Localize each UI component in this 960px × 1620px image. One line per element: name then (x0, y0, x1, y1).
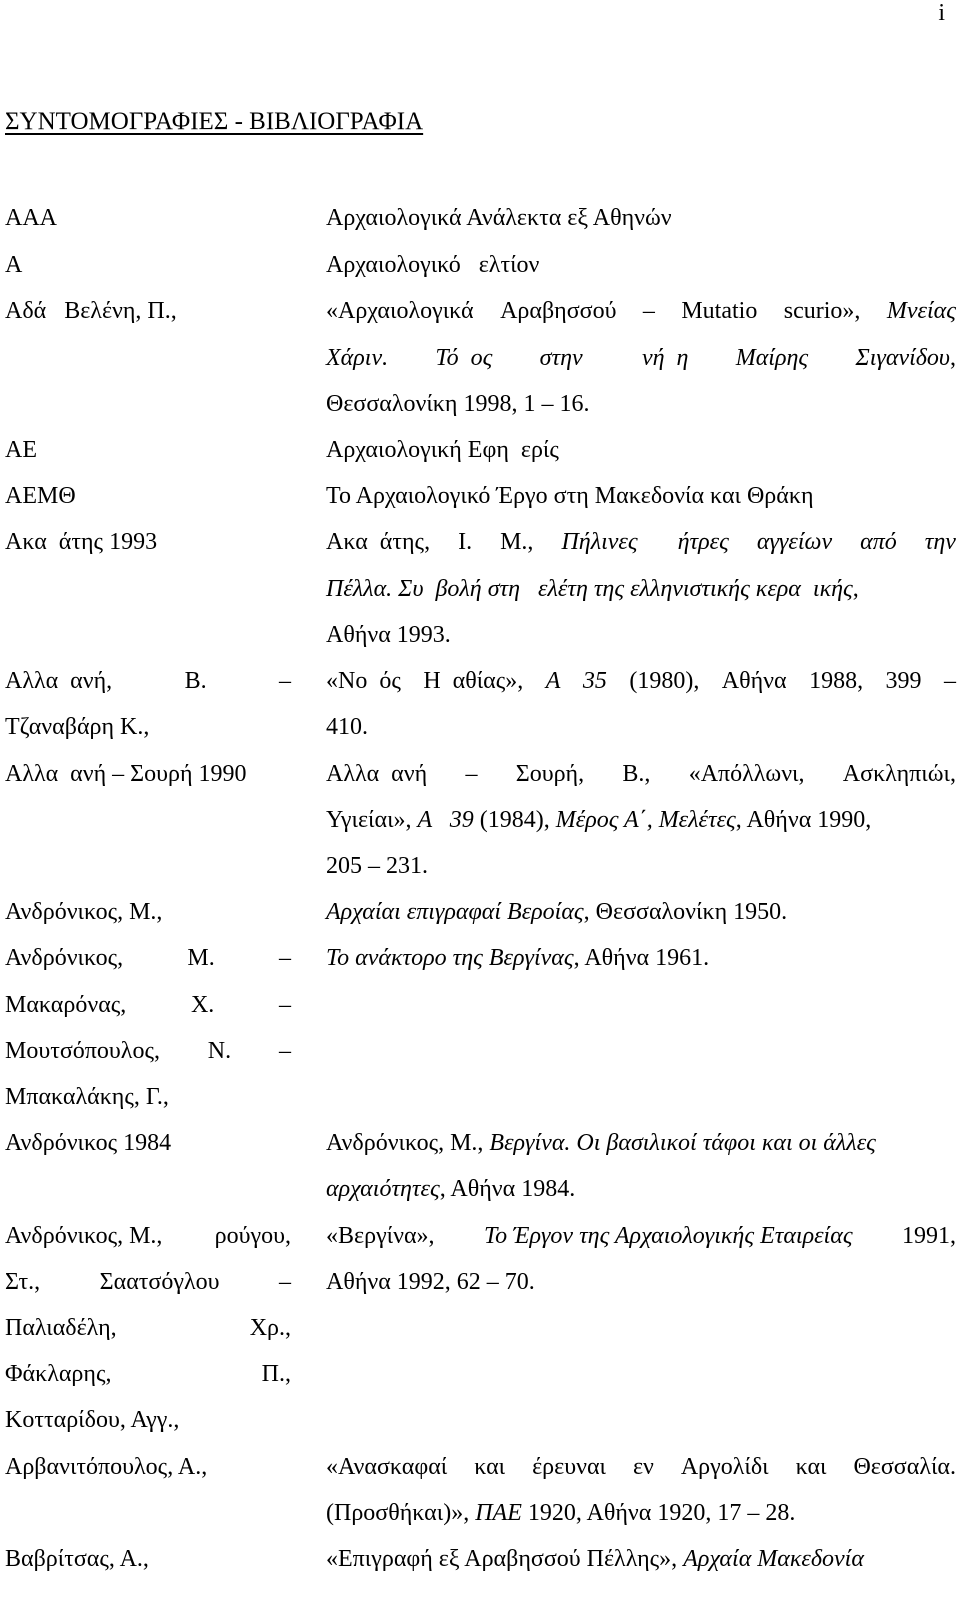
abbr-aaa: ΑΑΑ (5, 205, 57, 231)
abbr-vergina-1991-line3: Παλιαδέλη, Χρ., (5, 1315, 291, 1341)
abbr-aemth: ΑΕΜΘ (5, 483, 76, 509)
ref-ae: Αρχαιολογική Εφη ερίς (326, 437, 559, 463)
ref-vergina-1991-line2: Αθήνα 1992, 62 – 70. (326, 1269, 535, 1295)
abbr-arvanitopoulos: Αρβανιτόπουλος, Α., (5, 1454, 208, 1480)
abbr-andronikos-1961-line4: Μπακαλάκης, Γ., (5, 1084, 169, 1110)
abbr-allamani-souri: Αλλα ανή – Σουρή 1990 (5, 761, 247, 787)
abbr-vergina-1991-line5: Κοτταρίδου, Αγγ., (5, 1407, 180, 1433)
ref-akamatis-line2: Πέλλα. Συ βολή στη ελέτη της ελληνιστικής κερα ικής, (326, 576, 859, 602)
ref-adam-velene-line1: «Αρχαιολογικά Αραβησσού – Mutatio scurio», Μνείας (326, 298, 956, 324)
ref-andronikos-1984-line2: αρχαιότητες, Αθήνα 1984. (326, 1176, 576, 1202)
abbr-allamani-tzanavari-line2: Τζαναβάρη Κ., (5, 714, 150, 740)
ref-arvanitopoulos-line2: (Προσθήκαι)», ΠΑΕ 1920, Αθήνα 1920, 17 – 28. (326, 1500, 796, 1526)
ref-allamani-souri-line3: 205 – 231. (326, 853, 428, 879)
ref-allamani-tzanavari-line1: «Νο ός Η αθίας», Α 35 (1980), Αθήνα 1988, 399 – (326, 668, 956, 694)
abbr-andronikos-1961-line2: Μακαρόνας, Χ. – (5, 992, 291, 1018)
abbr-ae: ΑΕ (5, 437, 37, 463)
ref-allamani-souri-line1: Αλλα ανή – Σουρή, Β., «Απόλλωνι, Ασκληπιώι, (326, 761, 956, 787)
abbr-vergina-1991-line4: Φάκλαρης, Π., (5, 1361, 291, 1387)
ref-akamatis-line1: Ακα άτης, Ι. Μ., Πήλινες ήτρες αγγείων από την (326, 529, 956, 555)
abbr-vergina-1991-line2: Στ., Σαατσόγλου – (5, 1269, 291, 1295)
ref-aemth: Το Αρχαιολογικό Έργο στη Μακεδονία και Θράκη (326, 483, 814, 509)
abbr-ad: Α (5, 252, 23, 278)
ref-andronikos-1984-line1: Ανδρόνικος, Μ., Βεργίνα. Οι βασιλικοί τάφοι και οι άλλες (326, 1130, 876, 1156)
ref-ad: Αρχαιολογικό ελτίον (326, 252, 540, 278)
ref-vergina-1991-line1: «Βεργίνα», Το Έργον της Αρχαιολογικής Εταιρείας 1991, (326, 1223, 956, 1249)
ref-akamatis-line3: Αθήνα 1993. (326, 622, 451, 648)
ref-andronikos-1961: Το ανάκτορο της Βεργίνας, Αθήνα 1961. (326, 945, 710, 971)
abbr-andronikos-1984: Ανδρόνικος 1984 (5, 1130, 172, 1156)
page-number: i (938, 0, 945, 26)
ref-adam-velene-line3: Θεσσαλονίκη 1998, 1 – 16. (326, 391, 590, 417)
abbr-vavritsas: Βαβρίτσας, Α., (5, 1546, 149, 1572)
ref-andronikos-1950: Αρχαίαι επιγραφαί Βεροίας, Θεσσαλονίκη 1950. (326, 899, 788, 925)
ref-aaa: Αρχαιολογικά Ανάλεκτα εξ Αθηνών (326, 205, 672, 231)
page-title: ΣΥΝΤΟΜΟΓΡΑΦΙΕΣ - ΒΙΒΛΙΟΓΡΑΦΙΑ (5, 108, 424, 135)
abbr-vergina-1991-line1: Ανδρόνικος, Μ., ρούγου, (5, 1223, 291, 1249)
ref-vavritsas-line1: «Επιγραφή εξ Αραβησσού Πέλλης», Αρχαία Μακεδονία (326, 1546, 864, 1572)
ref-adam-velene-line2: Χάριν. Τό ος στην νή η Μαίρης Σιγανίδου, (326, 345, 956, 371)
abbr-allamani-tzanavari-line1: Αλλα ανή, Β. – (5, 668, 291, 694)
abbr-adam-velene: Αδά Βελένη, Π., (5, 298, 177, 324)
abbr-akamatis: Ακα άτης 1993 (5, 529, 158, 555)
abbr-andronikos-1961-line3: Μουτσόπουλος, Ν. – (5, 1038, 291, 1064)
ref-allamani-souri-line2: Υγιείαι», Α 39 (1984), Μέρος Α΄, Μελέτες, Αθήνα 1990, (326, 807, 872, 833)
ref-arvanitopoulos-line1: «Ανασκαφαί και έρευναι εν Αργολίδι και Θεσσαλία. (326, 1454, 956, 1480)
abbr-andronikos-1961-line1: Ανδρόνικος, Μ. – (5, 945, 291, 971)
abbr-andronikos-1950: Ανδρόνικος, Μ., (5, 899, 163, 925)
ref-allamani-tzanavari-line2: 410. (326, 714, 368, 740)
